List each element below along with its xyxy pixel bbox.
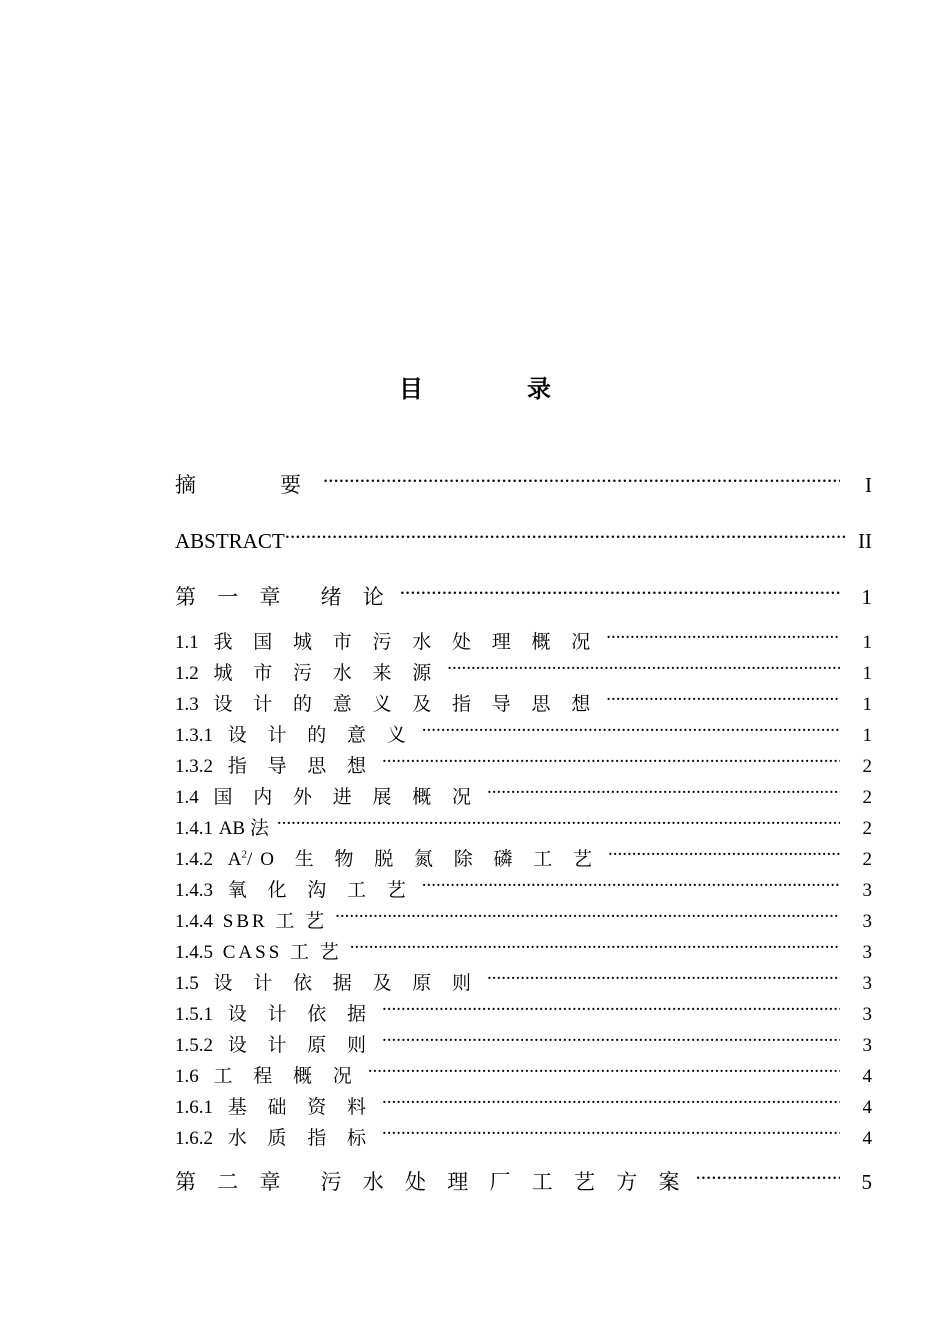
toc-entry-abstract-en[interactable] xyxy=(175,518,872,553)
toc-entry-1-3-1[interactable] xyxy=(175,713,872,746)
toc-entry-abstract-cn[interactable] xyxy=(175,462,872,497)
toc-leader-dots xyxy=(606,682,840,710)
toc-leader-dots xyxy=(382,1085,840,1113)
toc-entry-chapter-1[interactable] xyxy=(175,574,872,609)
toc-leader-dots xyxy=(487,775,840,803)
toc-entry-1-3-2[interactable] xyxy=(175,744,872,777)
toc-leader-dots xyxy=(277,806,840,834)
toc-entry-label xyxy=(175,1167,696,1197)
toc-entry-label: 摘 要 xyxy=(175,473,315,497)
toc-entry-page: 3 xyxy=(862,911,872,932)
toc-entry-label: 1.4.2 $A^2/O$ 生 物 脱 氮 除 磷 工 艺 xyxy=(175,848,600,870)
toc-entry-page: I xyxy=(865,473,872,497)
toc-entry-1-4-5[interactable] xyxy=(175,930,872,963)
toc-entry-1-3[interactable] xyxy=(175,682,872,715)
toc-entry-page: 3 xyxy=(862,1004,872,1025)
toc-entry-label: 1.6.2 水 质 指 标 xyxy=(175,1128,375,1149)
toc-entry-1-6-2[interactable] xyxy=(175,1116,872,1149)
toc-leader-dots xyxy=(382,1023,840,1051)
toc-entry-label: 1.5.1 设 计 依 据 xyxy=(175,1004,375,1025)
toc-entry-1-5-1[interactable] xyxy=(175,992,872,1025)
chapter-title: 绪 论 xyxy=(320,585,392,609)
toc-leader-dots xyxy=(323,462,840,492)
toc-entry-1-2[interactable] xyxy=(175,651,872,684)
toc-entry-1-6[interactable] xyxy=(175,1054,872,1087)
toc-leader-dots xyxy=(335,899,840,927)
toc-entry-page: 1 xyxy=(862,725,872,746)
toc-entry-1-4-1[interactable] xyxy=(175,806,872,839)
toc-leader-dots xyxy=(447,651,840,679)
chapter-number: 第 二 章 xyxy=(175,1170,289,1194)
toc-title: 目 录 xyxy=(399,377,591,403)
toc-entry-label: 1.4.1 AB 法 xyxy=(175,818,269,839)
toc-entry-label xyxy=(175,582,400,612)
toc-entry-page: 3 xyxy=(862,880,872,901)
toc-entry-label: 1.3 设 计 的 意 义 及 指 导 思 想 xyxy=(175,694,599,715)
toc-entry-page: 4 xyxy=(862,1066,872,1087)
toc-entry-page: 3 xyxy=(862,973,872,994)
toc-entry-page: 4 xyxy=(862,1097,872,1118)
toc-leader-dots xyxy=(608,837,840,865)
toc-entry-page: 2 xyxy=(862,849,872,870)
toc-leader-dots xyxy=(368,1054,840,1082)
toc-entry-label: 1.6 工 程 概 况 xyxy=(175,1066,360,1087)
toc-entry-page: 1 xyxy=(862,663,872,684)
toc-leader-dots xyxy=(382,744,840,772)
toc-entry-label: 1.4.5 CASS 工 艺 xyxy=(175,942,342,963)
toc-entry-page: 2 xyxy=(862,818,872,839)
toc-entry-1-5-2[interactable] xyxy=(175,1023,872,1056)
toc-entry-page: 5 xyxy=(861,1170,872,1194)
toc-leader-dots xyxy=(382,1116,840,1144)
toc-entry-label: ABSTRACT xyxy=(175,529,285,553)
toc-leader-dots xyxy=(422,713,840,741)
toc-leader-dots xyxy=(422,868,840,896)
toc-entry-page: 1 xyxy=(861,585,872,609)
toc-entry-1-1[interactable] xyxy=(175,620,872,653)
chapter-number: 第 一 章 xyxy=(175,585,289,609)
toc-leader-dots xyxy=(606,620,840,648)
toc-entry-label: 1.3.1 设 计 的 意 义 xyxy=(175,725,414,746)
toc-entry-1-5[interactable] xyxy=(175,961,872,994)
toc-entry-page: 3 xyxy=(862,1035,872,1056)
toc-entry-label: 1.5.2 设 计 原 则 xyxy=(175,1035,375,1056)
toc-entry-page: 2 xyxy=(862,787,872,808)
toc-entry-label: 1.3.2 指 导 思 想 xyxy=(175,756,375,777)
toc-leader-dots xyxy=(382,992,840,1020)
toc-leader-dots xyxy=(350,930,840,958)
toc-leader-dots xyxy=(487,961,840,989)
toc-leader-dots xyxy=(400,574,840,604)
toc-entry-label: 1.4.4 SBR 工 艺 xyxy=(175,911,328,932)
toc-entry-1-4[interactable] xyxy=(175,775,872,808)
toc-entry-label: 1.4.3 氧 化 沟 工 艺 xyxy=(175,880,414,901)
chapter-title: 污 水 处 理 厂 工 艺 方 案 xyxy=(320,1170,688,1194)
toc-entry-page: 2 xyxy=(862,756,872,777)
toc-entry-label: 1.6.1 基 础 资 料 xyxy=(175,1097,375,1118)
toc-entry-1-4-4[interactable] xyxy=(175,899,872,932)
toc-entry-label: 1.4 国 内 外 进 展 概 况 xyxy=(175,787,480,808)
toc-entry-1-6-1[interactable] xyxy=(175,1085,872,1118)
toc-entry-label: 1.5 设 计 依 据 及 原 则 xyxy=(175,973,480,994)
toc-entry-page: II xyxy=(858,529,872,553)
toc-entry-label: 1.2 城 市 污 水 来 源 xyxy=(175,663,440,684)
toc-entry-1-4-3[interactable] xyxy=(175,868,872,901)
toc-entry-1-4-2[interactable] xyxy=(175,837,872,870)
toc-entry-label: 1.1 我 国 城 市 污 水 处 理 概 况 xyxy=(175,632,599,653)
toc-entry-page: 4 xyxy=(862,1128,872,1149)
toc-entry-chapter-2[interactable] xyxy=(175,1159,872,1194)
toc-entry-page: 1 xyxy=(862,632,872,653)
toc-entry-page: 1 xyxy=(862,694,872,715)
toc-entry-page: 3 xyxy=(862,942,872,963)
toc-leader-dots xyxy=(285,518,846,548)
toc-leader-dots xyxy=(696,1159,841,1189)
